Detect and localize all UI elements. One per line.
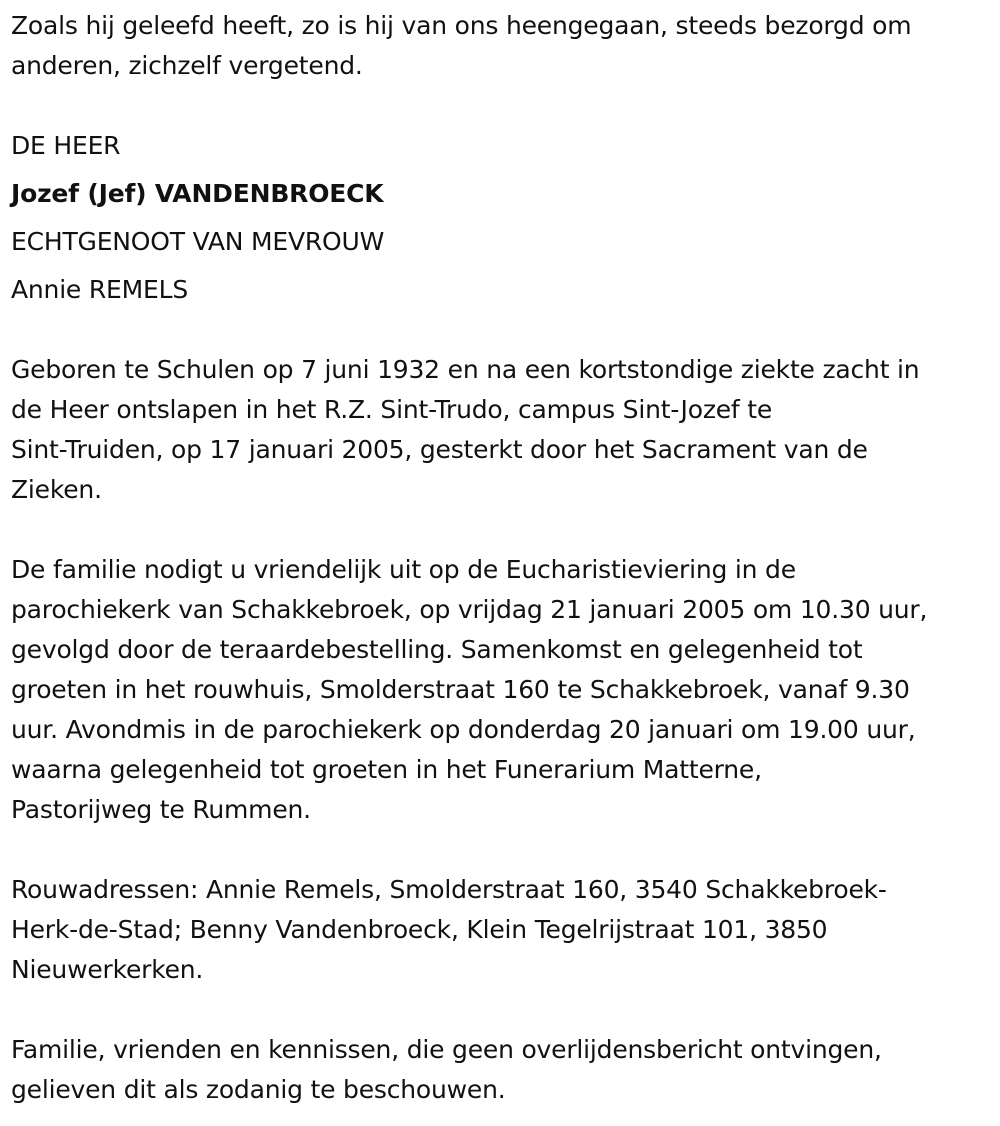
ceremony-line: Pastorijweg te Rummen. bbox=[11, 795, 311, 824]
intro-paragraph bbox=[11, 6, 911, 86]
birth-death-line: de Heer ontslapen in het R.Z. Sint-Trudo, campus Sint-Jozef te bbox=[11, 395, 773, 424]
intro-line: Zoals hij geleefd heeft, zo is hij van ons heengegaan, steeds bezorgd om bbox=[11, 11, 912, 40]
birth-death-paragraph bbox=[11, 350, 919, 510]
birth-death-line: Zieken. bbox=[11, 475, 102, 504]
deceased-name: Jozef (Jef) VANDENBROECK bbox=[11, 179, 384, 208]
relation-label: ECHTGENOOT VAN MEVROUW bbox=[11, 227, 385, 256]
title-prefix: DE HEER bbox=[11, 131, 121, 160]
ceremony-line: groeten in het rouwhuis, Smolderstraat 160 te Schakkebroek, vanaf 9.30 bbox=[11, 675, 910, 704]
spouse-name: Annie REMELS bbox=[11, 275, 188, 304]
address-line: Nieuwerkerken. bbox=[11, 955, 204, 984]
addresses-paragraph bbox=[11, 870, 887, 990]
ceremony-line: waarna gelegenheid tot groeten in het Funerarium Matterne, bbox=[11, 755, 762, 784]
ceremony-line: gevolgd door de teraardebestelling. Samenkomst en gelegenheid tot bbox=[11, 635, 863, 664]
address-line: Herk-de-Stad; Benny Vandenbroeck, Klein Tegelrijstraat 101, 3850 bbox=[11, 915, 828, 944]
ceremony-line: De familie nodigt u vriendelijk uit op de Eucharistieviering in de bbox=[11, 555, 796, 584]
address-line: Rouwadressen: Annie Remels, Smolderstraat 160, 3540 Schakkebroek- bbox=[11, 875, 887, 904]
birth-death-line: Geboren te Schulen op 7 juni 1932 en na een kortstondige ziekte zacht in bbox=[11, 355, 920, 384]
closing-paragraph bbox=[11, 1030, 882, 1110]
intro-line: anderen, zichzelf vergetend. bbox=[11, 51, 363, 80]
ceremony-paragraph bbox=[11, 550, 927, 830]
birth-death-line: Sint-Truiden, op 17 januari 2005, gesterkt door het Sacrament van de bbox=[11, 435, 868, 464]
ceremony-line: parochiekerk van Schakkebroek, op vrijdag 21 januari 2005 om 10.30 uur, bbox=[11, 595, 928, 624]
closing-line: gelieven dit als zodanig te beschouwen. bbox=[11, 1075, 506, 1104]
ceremony-line: uur. Avondmis in de parochiekerk op donderdag 20 januari om 19.00 uur, bbox=[11, 715, 916, 744]
deceased-header bbox=[11, 122, 384, 314]
closing-line: Familie, vrienden en kennissen, die geen overlijdensbericht ontvingen, bbox=[11, 1035, 882, 1064]
